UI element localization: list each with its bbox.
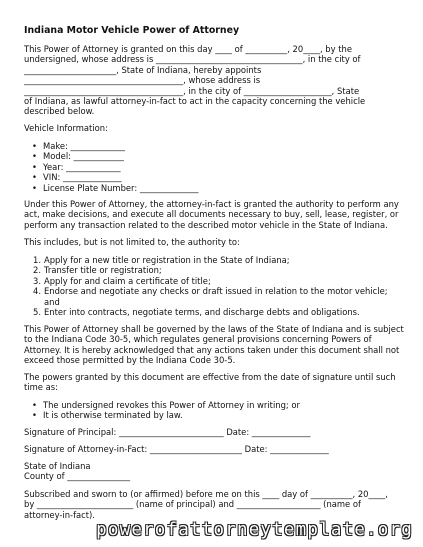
item-text: Transfer title or registration; [44, 265, 162, 276]
intro-line: ______________________________________, in the city of _____________________, State [24, 85, 360, 96]
county-line: County of _______________ [24, 471, 131, 482]
authority-line: act, make decisions, and execute all documents necessary to buy, sell, lease, register, or [24, 209, 399, 220]
vehicle-item-text: Make: _____________ [43, 141, 125, 151]
authority-item [33, 286, 388, 296]
item-text: Enter into contracts, negotiate terms, and discharge debts and obligations. [44, 307, 360, 317]
site-watermark: powerofattorneytemplate.org [96, 520, 413, 540]
item-text: Apply for and claim a certificate of title; [44, 275, 211, 286]
effective-item: • The undersigned revokes this Power of Attorney in writing; or [32, 400, 300, 410]
authority-item [33, 276, 211, 286]
governing-line: exceed those permitted by the Indiana Code 30-5. [24, 355, 236, 366]
vehicle-item-text: VIN: ______________ [43, 172, 122, 183]
item-text: Endorse and negotiate any checks or draft issued in relation to the motor vehicle; [44, 286, 388, 297]
item-text: Apply for a new title or registration in the State of Indiana; [44, 255, 290, 265]
intro-line: ______________________________________, whose address is [24, 75, 261, 86]
effective-line: time as: [24, 382, 58, 393]
item-continuation: and [44, 296, 60, 307]
attorney-signature-line: Signature of Attorney-in-Fact: ______________________ Date: ______________ [24, 444, 329, 454]
item-number: 3. [33, 275, 41, 286]
effective-line: The powers granted by this document are effective from the date of signature until such [24, 372, 396, 382]
intro-line: This Power of Attorney is granted on this day ____ of __________, 20____, by the [24, 44, 352, 54]
intro-line: ______________________, State of Indiana, hereby appoints [24, 64, 262, 75]
vehicle-item: • License Plate Number: ______________ [32, 182, 199, 193]
includes-heading: This includes, but is not limited to, the authority to: [24, 237, 240, 247]
vehicle-item-text: Year: _____________ [43, 161, 121, 172]
authority-item [33, 265, 162, 275]
vehicle-item: • Make: _____________ [32, 141, 125, 151]
item-number: 4. [33, 286, 41, 297]
effective-item: • It is otherwise terminated by law. [32, 410, 183, 421]
governing-line: to the Indiana Code 30-5, which regulates general provisions concerning Powers of [24, 334, 372, 345]
vehicle-item: • Year: _____________ [32, 161, 121, 172]
governing-line: Attorney. It is hereby acknowledged that any actions taken under this document shall not [24, 344, 400, 355]
authority-item [33, 307, 360, 317]
intro-line: of Indiana, as lawful attorney-in-fact to act in the capacity concerning the vehicle [24, 96, 366, 106]
effective-item-text: It is otherwise terminated by law. [43, 410, 183, 421]
notary-line: attorney-in-fact). [24, 509, 95, 520]
principal-signature-line: Signature of Principal: _________________________ Date: ______________ [24, 427, 311, 437]
item-number: 5. [33, 307, 41, 317]
vehicle-item: • VIN: ______________ [32, 172, 122, 183]
document-title: Indiana Motor Vehicle Power of Attorney [24, 25, 240, 36]
effective-item-text: The undersigned revokes this Power of Attorney in writing; or [43, 400, 300, 410]
intro-line: undersigned, whose address is ___________________________________, in the city of [24, 54, 361, 65]
item-number: 1. [33, 255, 41, 265]
authority-line: Under this Power of Attorney, the attorney-in-fact is granted the authority to perform any [24, 199, 399, 209]
state-line: State of Indiana [24, 461, 91, 471]
item-number: 2. [33, 265, 41, 276]
notary-line: by _______________________ (name of principal) and ____________________ (name of [24, 499, 361, 510]
vehicle-heading: Vehicle Information: [24, 123, 108, 133]
vehicle-item-text: Model: ____________ [43, 151, 124, 162]
vehicle-item-text: License Plate Number: ______________ [43, 182, 199, 193]
notary-line: Subscribed and sworn to (or affirmed) before me on this ____ day of __________, 20____, [24, 489, 388, 499]
authority-line: perform any transaction related to the described motor vehicle in the State of Indiana. [24, 219, 388, 230]
intro-line: described below. [24, 106, 95, 117]
vehicle-item: • Model: ____________ [32, 151, 124, 162]
authority-item [33, 255, 290, 265]
governing-line: This Power of Attorney shall be governed by the laws of the State of Indiana and is subject [24, 324, 404, 334]
